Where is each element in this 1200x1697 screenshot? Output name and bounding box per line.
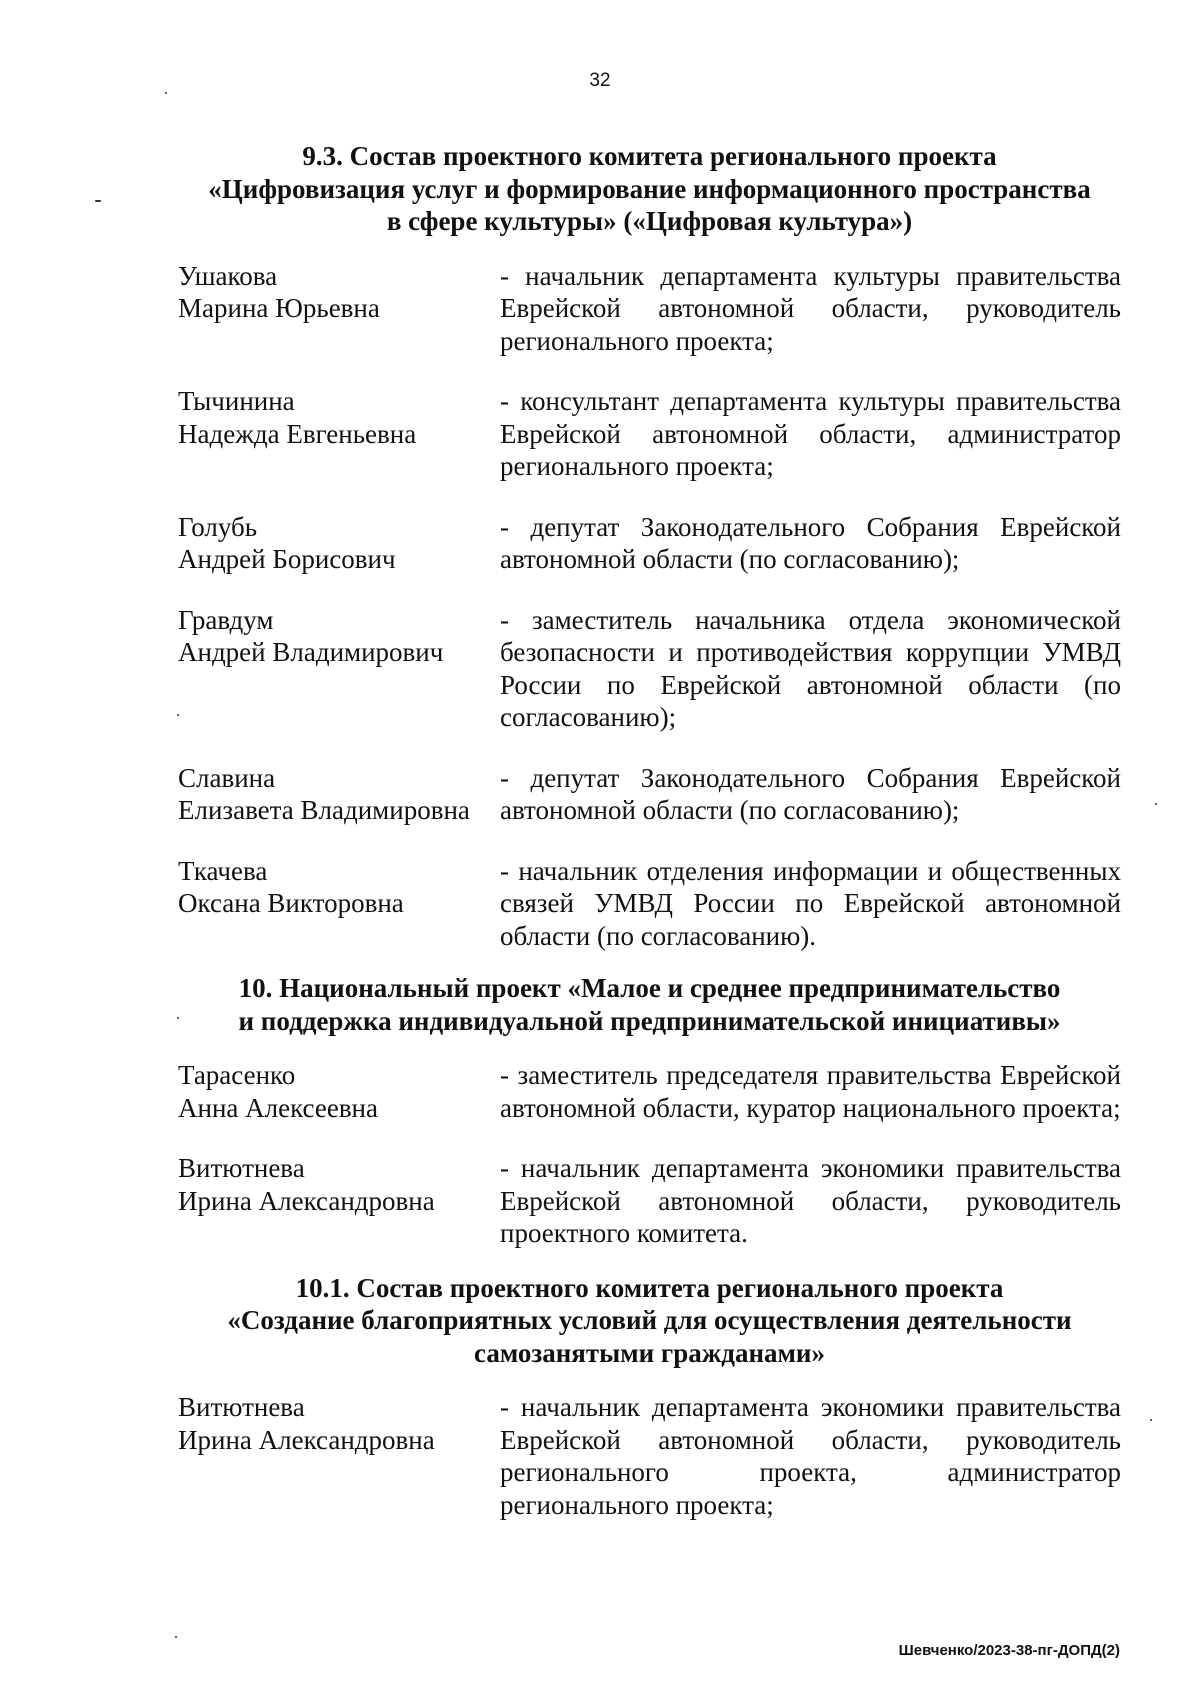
member-given-name: Ирина Александровна — [178, 1424, 435, 1455]
document-footer-code: Шевченко/2023-38-пг-ДОПД(2) — [898, 1642, 1120, 1659]
scan-speck — [177, 714, 179, 716]
member-role: - начальник департамента экономики правительства Еврейской автономной области, руководитель проектного комитета. — [500, 1153, 1121, 1248]
member-role: - депутат Законодательного Собрания Еврейской автономной области (по согласованию); — [500, 511, 1121, 574]
member-given-name: Ирина Александровна — [178, 1185, 435, 1216]
member-name — [178, 260, 500, 358]
member-row — [178, 260, 1121, 358]
member-role: - депутат Законодательного Собрания Еврейской автономной области (по согласованию); — [500, 762, 1121, 825]
member-name — [178, 385, 500, 483]
member-surname: Славина — [178, 762, 276, 793]
member-row — [178, 385, 1121, 483]
member-surname: Тарасенко — [178, 1060, 296, 1090]
section-title-line: 10. Национальный проект «Малое и среднее предпринимательство — [238, 973, 1061, 1003]
section-title-line: «Цифровизация услуг и формирование информационного пространства — [208, 173, 1091, 204]
member-role: - консультант департамента культуры правительства Еврейской автономной области, администратор регионального проекта; — [500, 386, 1121, 481]
member-name — [178, 511, 500, 576]
member-given-name: Елизавета Владимировна — [178, 795, 470, 825]
document-body — [178, 140, 1121, 1521]
member-given-name: Андрей Владимирович — [178, 637, 444, 667]
scan-speck — [165, 92, 167, 94]
member-given-name: Оксана Викторовна — [178, 888, 404, 918]
section-title-line: самозанятыми гражданами» — [474, 1337, 825, 1368]
member-row — [178, 1391, 1121, 1521]
section-title-9-3 — [178, 140, 1121, 238]
member-name — [178, 855, 500, 953]
member-row — [178, 762, 1121, 827]
member-surname: Ушакова — [178, 260, 278, 291]
member-given-name: Андрей Борисович — [178, 544, 396, 574]
member-name — [178, 762, 500, 827]
scan-speck — [1150, 1419, 1152, 1421]
scan-speck — [177, 1017, 179, 1019]
section-title-line: в сфере культуры» («Цифровая культура») — [386, 206, 913, 236]
member-role: - заместитель начальника отдела экономической безопасности и противодействия коррупции УМВД России по Еврейской автономной области (по согласованию); — [500, 604, 1121, 732]
scan-speck — [175, 1636, 177, 1638]
member-list-9-3 — [178, 260, 1121, 953]
member-surname: Ткачева — [178, 855, 268, 886]
member-surname: Голубь — [178, 511, 258, 542]
member-surname: Гравдум — [178, 604, 274, 635]
member-given-name: Надежда Евгеньевна — [178, 418, 417, 449]
member-row — [178, 1059, 1121, 1124]
member-surname: Витютнева — [178, 1153, 305, 1183]
member-given-name: Марина Юрьевна — [178, 293, 380, 323]
member-list-10-1 — [178, 1391, 1121, 1521]
member-name — [178, 1059, 500, 1124]
section-title-line: 9.3. Состав проектного комитета регионального проекта — [302, 141, 997, 171]
member-row — [178, 1152, 1121, 1250]
member-name — [178, 1391, 500, 1521]
member-list-10 — [178, 1059, 1121, 1250]
scan-speck — [95, 200, 101, 202]
member-name — [178, 1152, 500, 1250]
member-role: - начальник отделения информации и общественных связей УМВД России по Еврейской автономной области (по согласованию). — [500, 855, 1121, 951]
member-row — [178, 511, 1121, 576]
member-given-name: Анна Алексеевна — [178, 1092, 378, 1123]
member-role: - начальник департамента культуры правительства Еврейской автономной области, руководитель регионального проекта; — [500, 260, 1121, 356]
member-role: - начальник департамента экономики правительства Еврейской автономной области, руководитель регионального проекта, администратор регионального проекта; — [500, 1392, 1121, 1520]
section-title-10-1 — [178, 1272, 1121, 1370]
section-title-line: «Создание благоприятных условий для осуществления деятельности — [227, 1305, 1072, 1335]
member-role: - заместитель председателя правительства Еврейской автономной области, куратор национального проекта; — [500, 1060, 1121, 1123]
member-surname: Витютнева — [178, 1392, 305, 1422]
section-title-line: и поддержка индивидуальной предпринимательской инициативы» — [238, 1005, 1061, 1036]
scan-speck — [1155, 803, 1157, 805]
member-row — [178, 604, 1121, 734]
section-title-10 — [178, 972, 1121, 1037]
section-title-line: 10.1. Состав проектного комитета регионального проекта — [295, 1272, 1004, 1303]
member-surname: Тычинина — [178, 386, 295, 416]
page-number: 32 — [589, 70, 611, 91]
member-row — [178, 855, 1121, 953]
member-name — [178, 604, 500, 734]
